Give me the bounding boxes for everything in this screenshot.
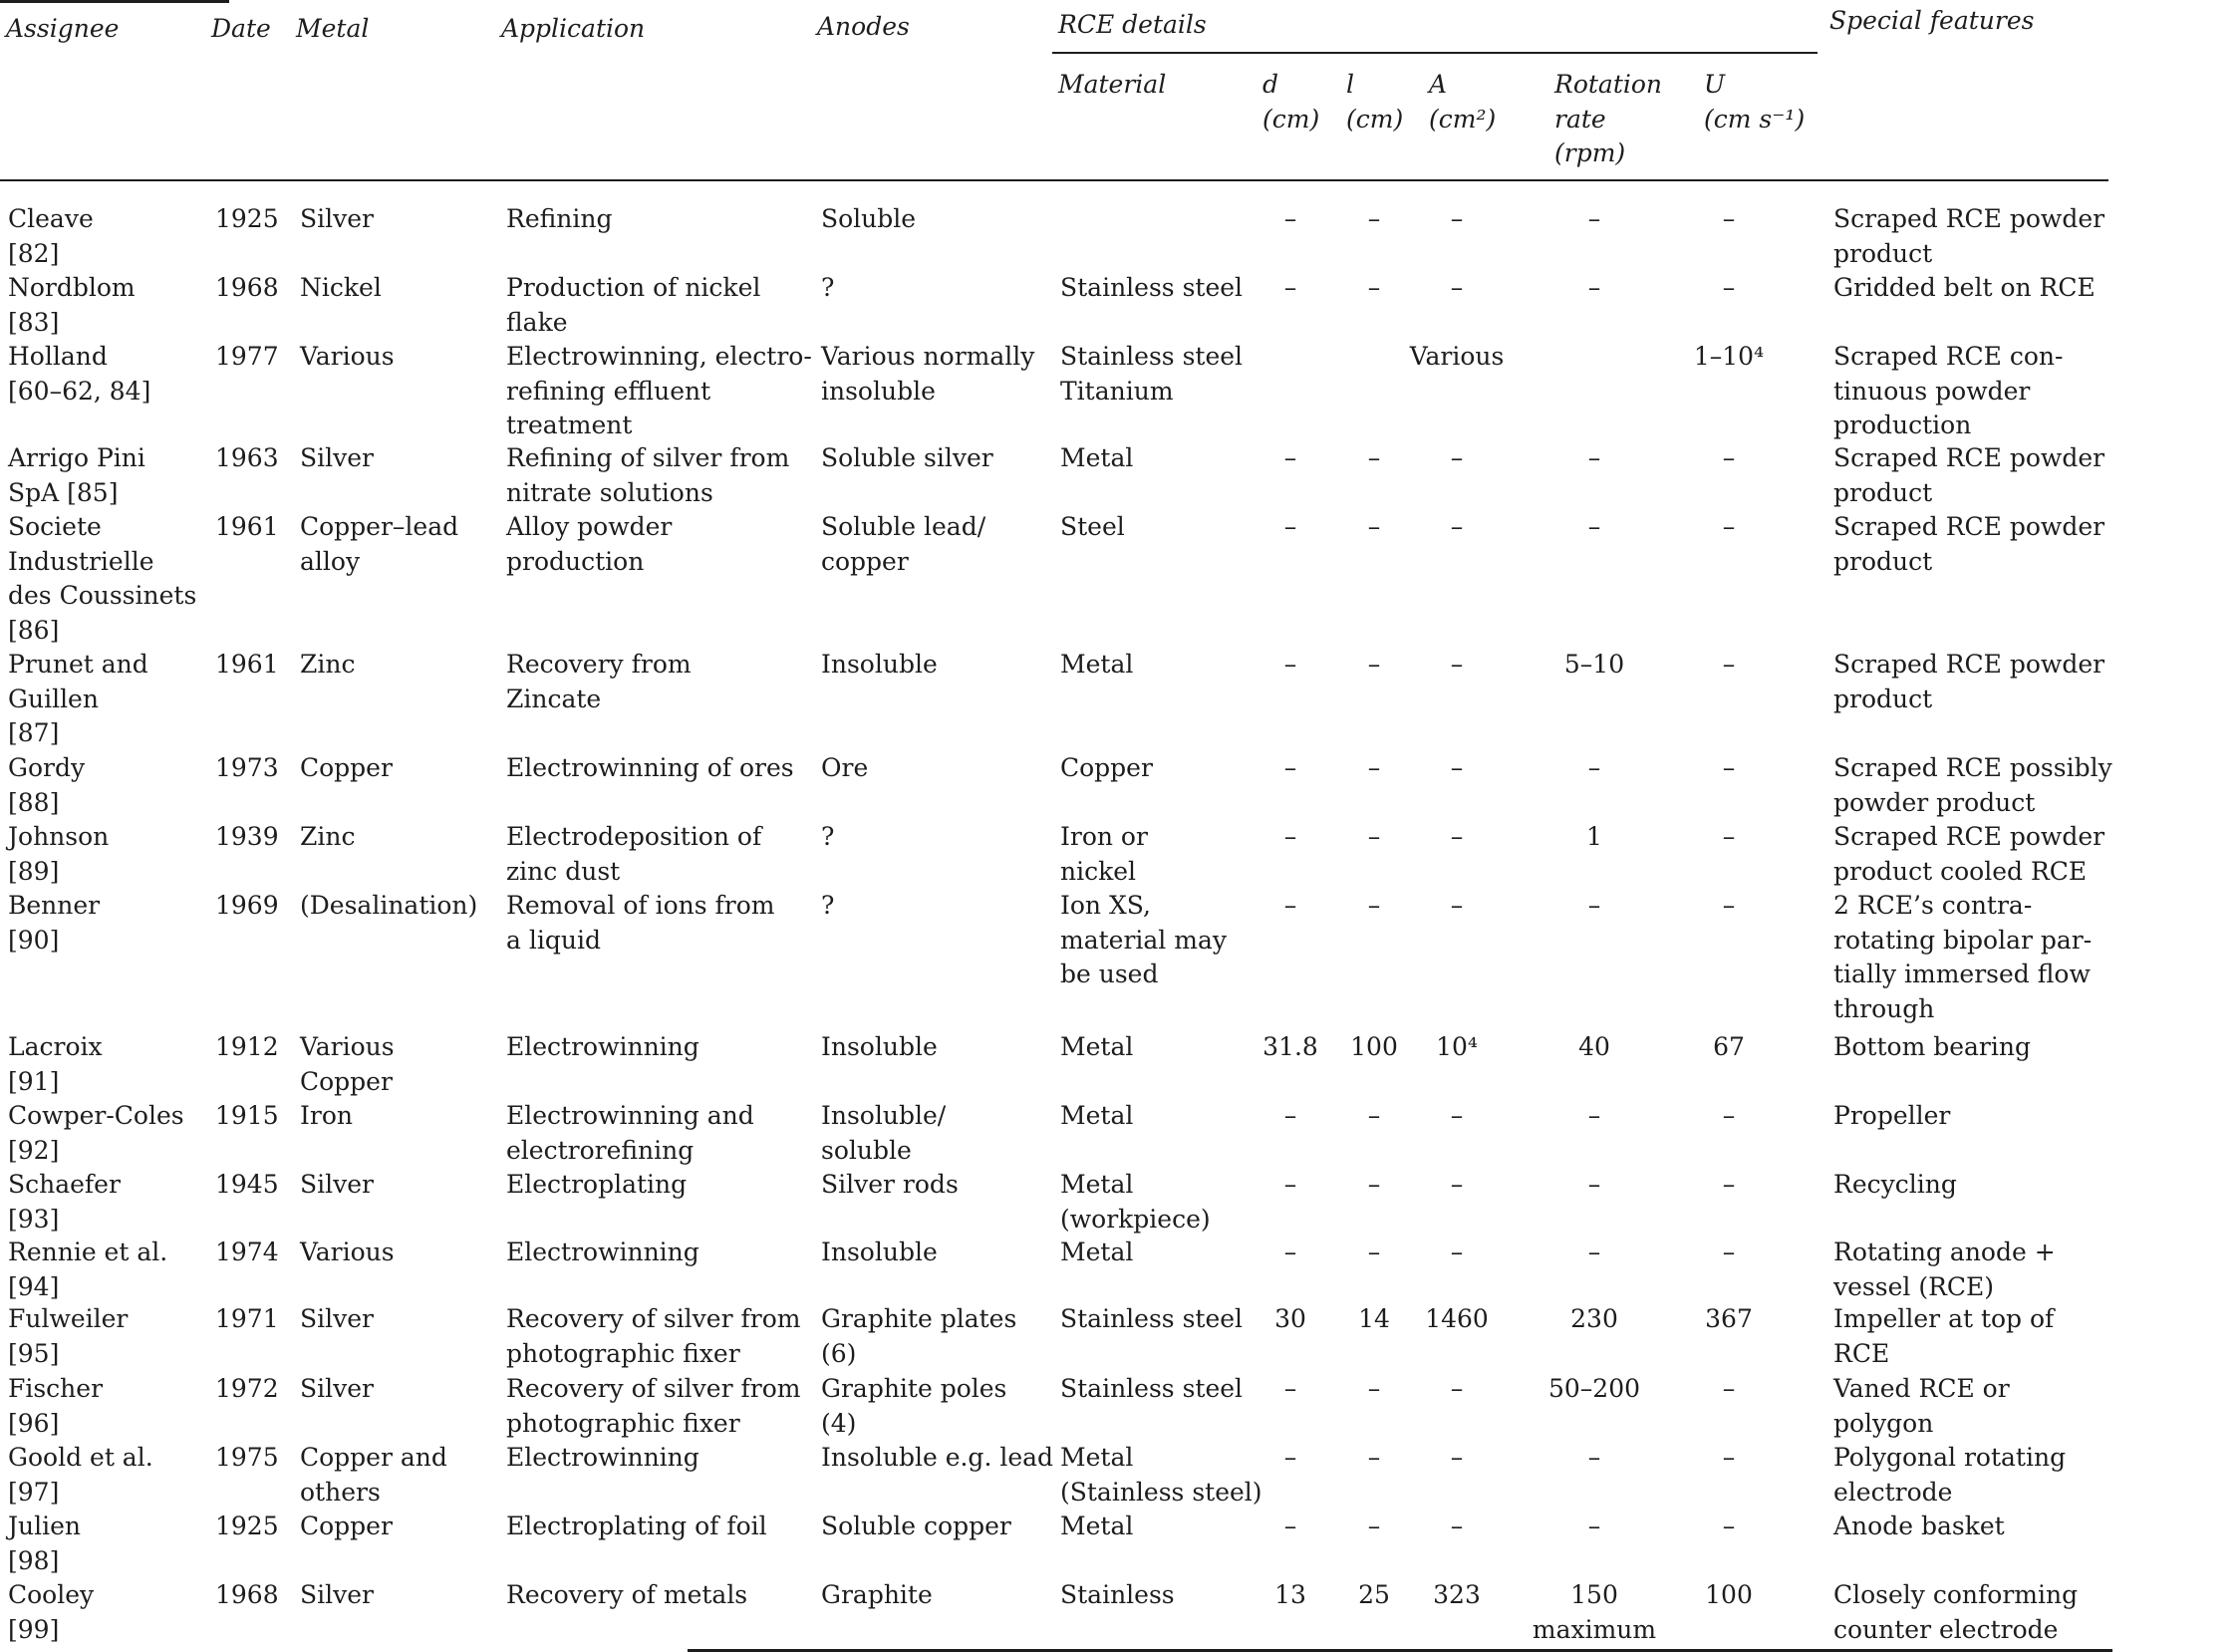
cell-u: 367 xyxy=(1705,1304,1753,1333)
cell-l: – xyxy=(1367,822,1381,851)
cell-anodes: Graphite xyxy=(821,1580,933,1609)
cell-rotation: – xyxy=(1587,1443,1601,1472)
cell-a: – xyxy=(1450,1374,1464,1403)
header-rotation-rate: Rotation rate (rpm) xyxy=(1554,70,1663,167)
cell-material: Stainless steel xyxy=(1060,1304,1244,1333)
cell-a: – xyxy=(1450,753,1464,782)
cell-special: Recycling xyxy=(1833,1170,1957,1199)
cell-d: – xyxy=(1283,1101,1297,1130)
cell-u: – xyxy=(1722,891,1736,920)
cell-l: – xyxy=(1367,753,1381,782)
cell-anodes: Insoluble xyxy=(821,1238,938,1266)
cell-anodes: Graphite poles (4) xyxy=(821,1374,1007,1438)
cell-u: – xyxy=(1722,1170,1736,1199)
cell-date: 1973 xyxy=(215,753,279,782)
cell-metal: Zinc xyxy=(300,822,356,851)
cell-u: 67 xyxy=(1713,1032,1745,1061)
cell-anodes: Graphite plates (6) xyxy=(821,1304,1017,1368)
cell-u: – xyxy=(1722,753,1736,782)
top-rule xyxy=(0,0,229,3)
cell-assignee: Lacroix [91] xyxy=(8,1032,103,1096)
cell-material: Stainless xyxy=(1060,1580,1175,1609)
cell-metal: Various xyxy=(300,1238,395,1266)
cell-metal: Copper xyxy=(300,753,393,782)
cell-material: Metal xyxy=(1060,443,1134,472)
cell-d: 30 xyxy=(1274,1304,1306,1333)
cell-l: – xyxy=(1367,1374,1381,1403)
cell-special: Gridded belt on RCE xyxy=(1833,273,2096,302)
cell-assignee: Rennie et al. [94] xyxy=(8,1238,168,1301)
cell-date: 1925 xyxy=(215,1512,279,1540)
cell-rotation: – xyxy=(1587,891,1601,920)
cell-anodes: Soluble silver xyxy=(821,443,993,472)
cell-rotation: 150 maximum xyxy=(1532,1580,1657,1644)
cell-l: – xyxy=(1367,650,1381,679)
cell-assignee: Johnson [89] xyxy=(8,822,110,886)
cell-material: Iron or nickel xyxy=(1060,822,1148,886)
cell-special: Polygonal rotating electrode xyxy=(1833,1443,2067,1507)
cell-material: Ion XS, material may be used xyxy=(1060,891,1227,988)
cell-special: Propeller xyxy=(1833,1101,1951,1130)
cell-special: Scraped RCE possibly powder product xyxy=(1833,753,2112,817)
cell-special: Vaned RCE or polygon xyxy=(1833,1374,2010,1438)
cell-application: Electrodeposition of zinc dust xyxy=(506,822,762,886)
cell-anodes: Soluble xyxy=(821,204,917,233)
cell-special: Rotating anode + vessel (RCE) xyxy=(1833,1238,2056,1301)
cell-anodes: ? xyxy=(821,822,835,851)
header-a: A (cm²) xyxy=(1429,70,1497,134)
cell-u: – xyxy=(1722,1101,1736,1130)
cell-material: Stainless steel xyxy=(1060,1374,1244,1403)
cell-material: Metal xyxy=(1060,650,1134,679)
cell-anodes: ? xyxy=(821,273,835,302)
cell-metal: (Desalination) xyxy=(300,891,478,920)
cell-special: Anode basket xyxy=(1833,1512,2005,1540)
cell-metal: Silver xyxy=(300,1170,374,1199)
cell-assignee: Gordy [88] xyxy=(8,753,86,817)
cell-a: – xyxy=(1450,1238,1464,1266)
header-d: d (cm) xyxy=(1262,70,1320,134)
cell-metal: Copper and others xyxy=(300,1443,447,1507)
cell-u: – xyxy=(1722,443,1736,472)
cell-anodes: Soluble lead/ copper xyxy=(821,512,986,576)
cell-u: – xyxy=(1722,512,1736,541)
cell-date: 1977 xyxy=(215,342,279,371)
cell-a: – xyxy=(1450,1170,1464,1199)
cell-rotation: – xyxy=(1587,1512,1601,1540)
cell-assignee: Cowper-Coles [92] xyxy=(8,1101,184,1165)
header-assignee: Assignee xyxy=(6,14,120,43)
cell-d: – xyxy=(1283,822,1297,851)
cell-metal: Silver xyxy=(300,1580,374,1609)
cell-application: Removal of ions from a liquid xyxy=(506,891,775,955)
cell-d: – xyxy=(1283,204,1297,233)
cell-d: – xyxy=(1283,891,1297,920)
header-rce-details: RCE details xyxy=(1058,10,1207,39)
cell-date: 1963 xyxy=(215,443,279,472)
cell-rotation: – xyxy=(1587,443,1601,472)
cell-application: Electrowinning xyxy=(506,1238,699,1266)
cell-l: – xyxy=(1367,1170,1381,1199)
cell-metal: Copper–lead alloy xyxy=(300,512,459,576)
cell-rotation: – xyxy=(1587,1101,1601,1130)
cell-date: 1912 xyxy=(215,1032,279,1061)
cell-u: 100 xyxy=(1705,1580,1753,1609)
cell-date: 1968 xyxy=(215,1580,279,1609)
cell-rotation: – xyxy=(1587,1238,1601,1266)
cell-date: 1974 xyxy=(215,1238,279,1266)
cell-application: Production of nickel flake xyxy=(506,273,761,337)
cell-a: – xyxy=(1450,443,1464,472)
cell-d: – xyxy=(1283,443,1297,472)
cell-rotation: – xyxy=(1587,273,1601,302)
cell-application: Recovery from Zincate xyxy=(506,650,692,713)
cell-date: 1925 xyxy=(215,204,279,233)
cell-special: Scraped RCE con- tinuous powder production xyxy=(1833,342,2064,439)
cell-material: Metal (Stainless steel) xyxy=(1060,1443,1262,1507)
cell-date: 1975 xyxy=(215,1443,279,1472)
cell-a: 10⁴ xyxy=(1436,1032,1478,1061)
cell-u: – xyxy=(1722,204,1736,233)
cell-anodes: Silver rods xyxy=(821,1170,959,1199)
cell-material: Copper xyxy=(1060,753,1153,782)
cell-d: – xyxy=(1283,512,1297,541)
cell-special: Closely conforming counter electrode xyxy=(1833,1580,2079,1644)
cell-l: 25 xyxy=(1358,1580,1390,1609)
cell-special: Bottom bearing xyxy=(1833,1032,2031,1061)
cell-material: Stainless steel xyxy=(1060,273,1244,302)
cell-a: Various xyxy=(1409,342,1505,371)
cell-u: – xyxy=(1722,1238,1736,1266)
cell-d: – xyxy=(1283,1512,1297,1540)
cell-application: Alloy powder production xyxy=(506,512,673,576)
cell-application: Electroplating of foil xyxy=(506,1512,767,1540)
cell-l: 14 xyxy=(1358,1304,1390,1333)
cell-rotation: – xyxy=(1587,753,1601,782)
cell-anodes: Insoluble e.g. lead xyxy=(821,1443,1054,1472)
cell-assignee: Prunet and Guillen [87] xyxy=(8,650,148,747)
cell-a: – xyxy=(1450,891,1464,920)
cell-metal: Silver xyxy=(300,443,374,472)
cell-a: 323 xyxy=(1433,1580,1481,1609)
cell-metal: Copper xyxy=(300,1512,393,1540)
cell-metal: Silver xyxy=(300,1304,374,1333)
cell-metal: Various xyxy=(300,342,395,371)
cell-assignee: Fischer [96] xyxy=(8,1374,104,1438)
cell-l: – xyxy=(1367,443,1381,472)
cell-u: 1–10⁴ xyxy=(1693,342,1765,371)
cell-assignee: Holland [60–62, 84] xyxy=(8,342,151,406)
header-special-features: Special features xyxy=(1829,6,2035,35)
cell-assignee: Fulweiler [95] xyxy=(8,1304,129,1368)
cell-anodes: Ore xyxy=(821,753,869,782)
cell-rotation: – xyxy=(1587,1170,1601,1199)
cell-material: Metal (workpiece) xyxy=(1060,1170,1211,1234)
cell-l: – xyxy=(1367,1512,1381,1540)
cell-application: Electrowinning and electrorefining xyxy=(506,1101,754,1165)
cell-date: 1969 xyxy=(215,891,279,920)
cell-special: Scraped RCE powder product xyxy=(1833,204,2105,268)
header-application: Application xyxy=(501,14,646,43)
cell-date: 1961 xyxy=(215,650,279,679)
cell-l: – xyxy=(1367,1101,1381,1130)
cell-date: 1915 xyxy=(215,1101,279,1130)
cell-a: – xyxy=(1450,822,1464,851)
cell-d: – xyxy=(1283,1443,1297,1472)
cell-metal: Nickel xyxy=(300,273,382,302)
cell-d: – xyxy=(1283,650,1297,679)
cell-special: Scraped RCE powder product xyxy=(1833,650,2105,713)
cell-assignee: Goold et al. [97] xyxy=(8,1443,153,1507)
cell-material: Metal xyxy=(1060,1238,1134,1266)
cell-u: – xyxy=(1722,1443,1736,1472)
cell-l: – xyxy=(1367,273,1381,302)
cell-material: Metal xyxy=(1060,1512,1134,1540)
cell-application: Electrowinning xyxy=(506,1443,699,1472)
cell-anodes: Soluble copper xyxy=(821,1512,1011,1540)
cell-date: 1961 xyxy=(215,512,279,541)
cell-application: Refining xyxy=(506,204,613,233)
cell-u: – xyxy=(1722,1512,1736,1540)
cell-u: – xyxy=(1722,822,1736,851)
cell-special: 2 RCE’s contra- rotating bipolar par- tially immersed flow through xyxy=(1833,891,2093,1023)
cell-rotation: 40 xyxy=(1578,1032,1610,1061)
cell-anodes: Various normally insoluble xyxy=(821,342,1035,406)
header-u: U (cm s⁻¹) xyxy=(1704,70,1806,134)
cell-l: – xyxy=(1367,891,1381,920)
cell-a: – xyxy=(1450,650,1464,679)
cell-date: 1971 xyxy=(215,1304,279,1333)
cell-application: Recovery of silver from photographic fixer xyxy=(506,1304,801,1368)
cell-date: 1945 xyxy=(215,1170,279,1199)
rce-details-rule xyxy=(1052,52,1818,54)
cell-l: – xyxy=(1367,512,1381,541)
cell-special: Scraped RCE powder product xyxy=(1833,512,2105,576)
cell-d: – xyxy=(1283,1238,1297,1266)
cell-u: – xyxy=(1722,273,1736,302)
header-material: Material xyxy=(1058,70,1167,99)
cell-l: 100 xyxy=(1350,1032,1398,1061)
cell-a: – xyxy=(1450,1101,1464,1130)
header-bottom-rule xyxy=(0,179,2108,181)
cell-assignee: Nordblom [83] xyxy=(8,273,136,337)
cell-assignee: Benner [90] xyxy=(8,891,101,955)
cell-material: Metal xyxy=(1060,1101,1134,1130)
cell-metal: Zinc xyxy=(300,650,356,679)
cell-rotation: 230 xyxy=(1570,1304,1618,1333)
cell-d: – xyxy=(1283,1374,1297,1403)
cell-l: – xyxy=(1367,204,1381,233)
cell-application: Electrowinning, electro- refining effluent treatment xyxy=(506,342,812,439)
cell-a: – xyxy=(1450,512,1464,541)
header-l: l (cm) xyxy=(1346,70,1404,134)
cell-d: 13 xyxy=(1274,1580,1306,1609)
cell-application: Recovery of metals xyxy=(506,1580,748,1609)
cell-application: Electroplating xyxy=(506,1170,688,1199)
cell-anodes: ? xyxy=(821,891,835,920)
cell-d: – xyxy=(1283,1170,1297,1199)
cell-anodes: Insoluble xyxy=(821,1032,938,1061)
cell-assignee: Arrigo Pini SpA [85] xyxy=(8,443,145,507)
cell-rotation: 5–10 xyxy=(1563,650,1625,679)
cell-application: Electrowinning of ores xyxy=(506,753,794,782)
cell-d: – xyxy=(1283,273,1297,302)
cell-assignee: Schaefer [93] xyxy=(8,1170,121,1234)
cell-l: – xyxy=(1367,1238,1381,1266)
cell-metal: Silver xyxy=(300,204,374,233)
cell-u: – xyxy=(1722,1374,1736,1403)
cell-application: Electrowinning xyxy=(506,1032,699,1061)
cell-anodes: Insoluble/ soluble xyxy=(821,1101,947,1165)
header-anodes: Anodes xyxy=(817,12,910,41)
cell-rotation: 50–200 xyxy=(1547,1374,1641,1403)
cell-anodes: Insoluble xyxy=(821,650,938,679)
cell-date: 1972 xyxy=(215,1374,279,1403)
header-date: Date xyxy=(211,14,271,43)
cell-rotation: 1 xyxy=(1586,822,1602,851)
cell-application: Refining of silver from nitrate solutions xyxy=(506,443,790,507)
cell-special: Scraped RCE powder product xyxy=(1833,443,2105,507)
cell-metal: Iron xyxy=(300,1101,353,1130)
cell-special: Scraped RCE powder product cooled RCE xyxy=(1833,822,2105,886)
cell-a: – xyxy=(1450,273,1464,302)
cell-material: Metal xyxy=(1060,1032,1134,1061)
cell-material: Steel xyxy=(1060,512,1125,541)
header-metal: Metal xyxy=(296,14,370,43)
cell-material: Stainless steel Titanium xyxy=(1060,342,1244,406)
cell-a: 1460 xyxy=(1425,1304,1489,1333)
cell-assignee: Cleave [82] xyxy=(8,204,94,268)
cell-application: Recovery of silver from photographic fixer xyxy=(506,1374,801,1438)
cell-rotation: – xyxy=(1587,204,1601,233)
cell-special: Impeller at top of RCE xyxy=(1833,1304,2055,1368)
cell-u: – xyxy=(1722,650,1736,679)
cell-date: 1968 xyxy=(215,273,279,302)
cell-date: 1939 xyxy=(215,822,279,851)
cell-d: 31.8 xyxy=(1262,1032,1318,1061)
cell-assignee: Cooley [99] xyxy=(8,1580,95,1644)
cell-assignee: Societe Industrielle des Coussinets [86] xyxy=(8,512,197,645)
cell-d: – xyxy=(1283,753,1297,782)
cell-a: – xyxy=(1450,204,1464,233)
cell-rotation: – xyxy=(1587,512,1601,541)
cell-assignee: Julien [98] xyxy=(8,1512,82,1575)
cell-a: – xyxy=(1450,1443,1464,1472)
cell-metal: Various Copper xyxy=(300,1032,395,1096)
cell-metal: Silver xyxy=(300,1374,374,1403)
cell-l: – xyxy=(1367,1443,1381,1472)
cell-a: – xyxy=(1450,1512,1464,1540)
